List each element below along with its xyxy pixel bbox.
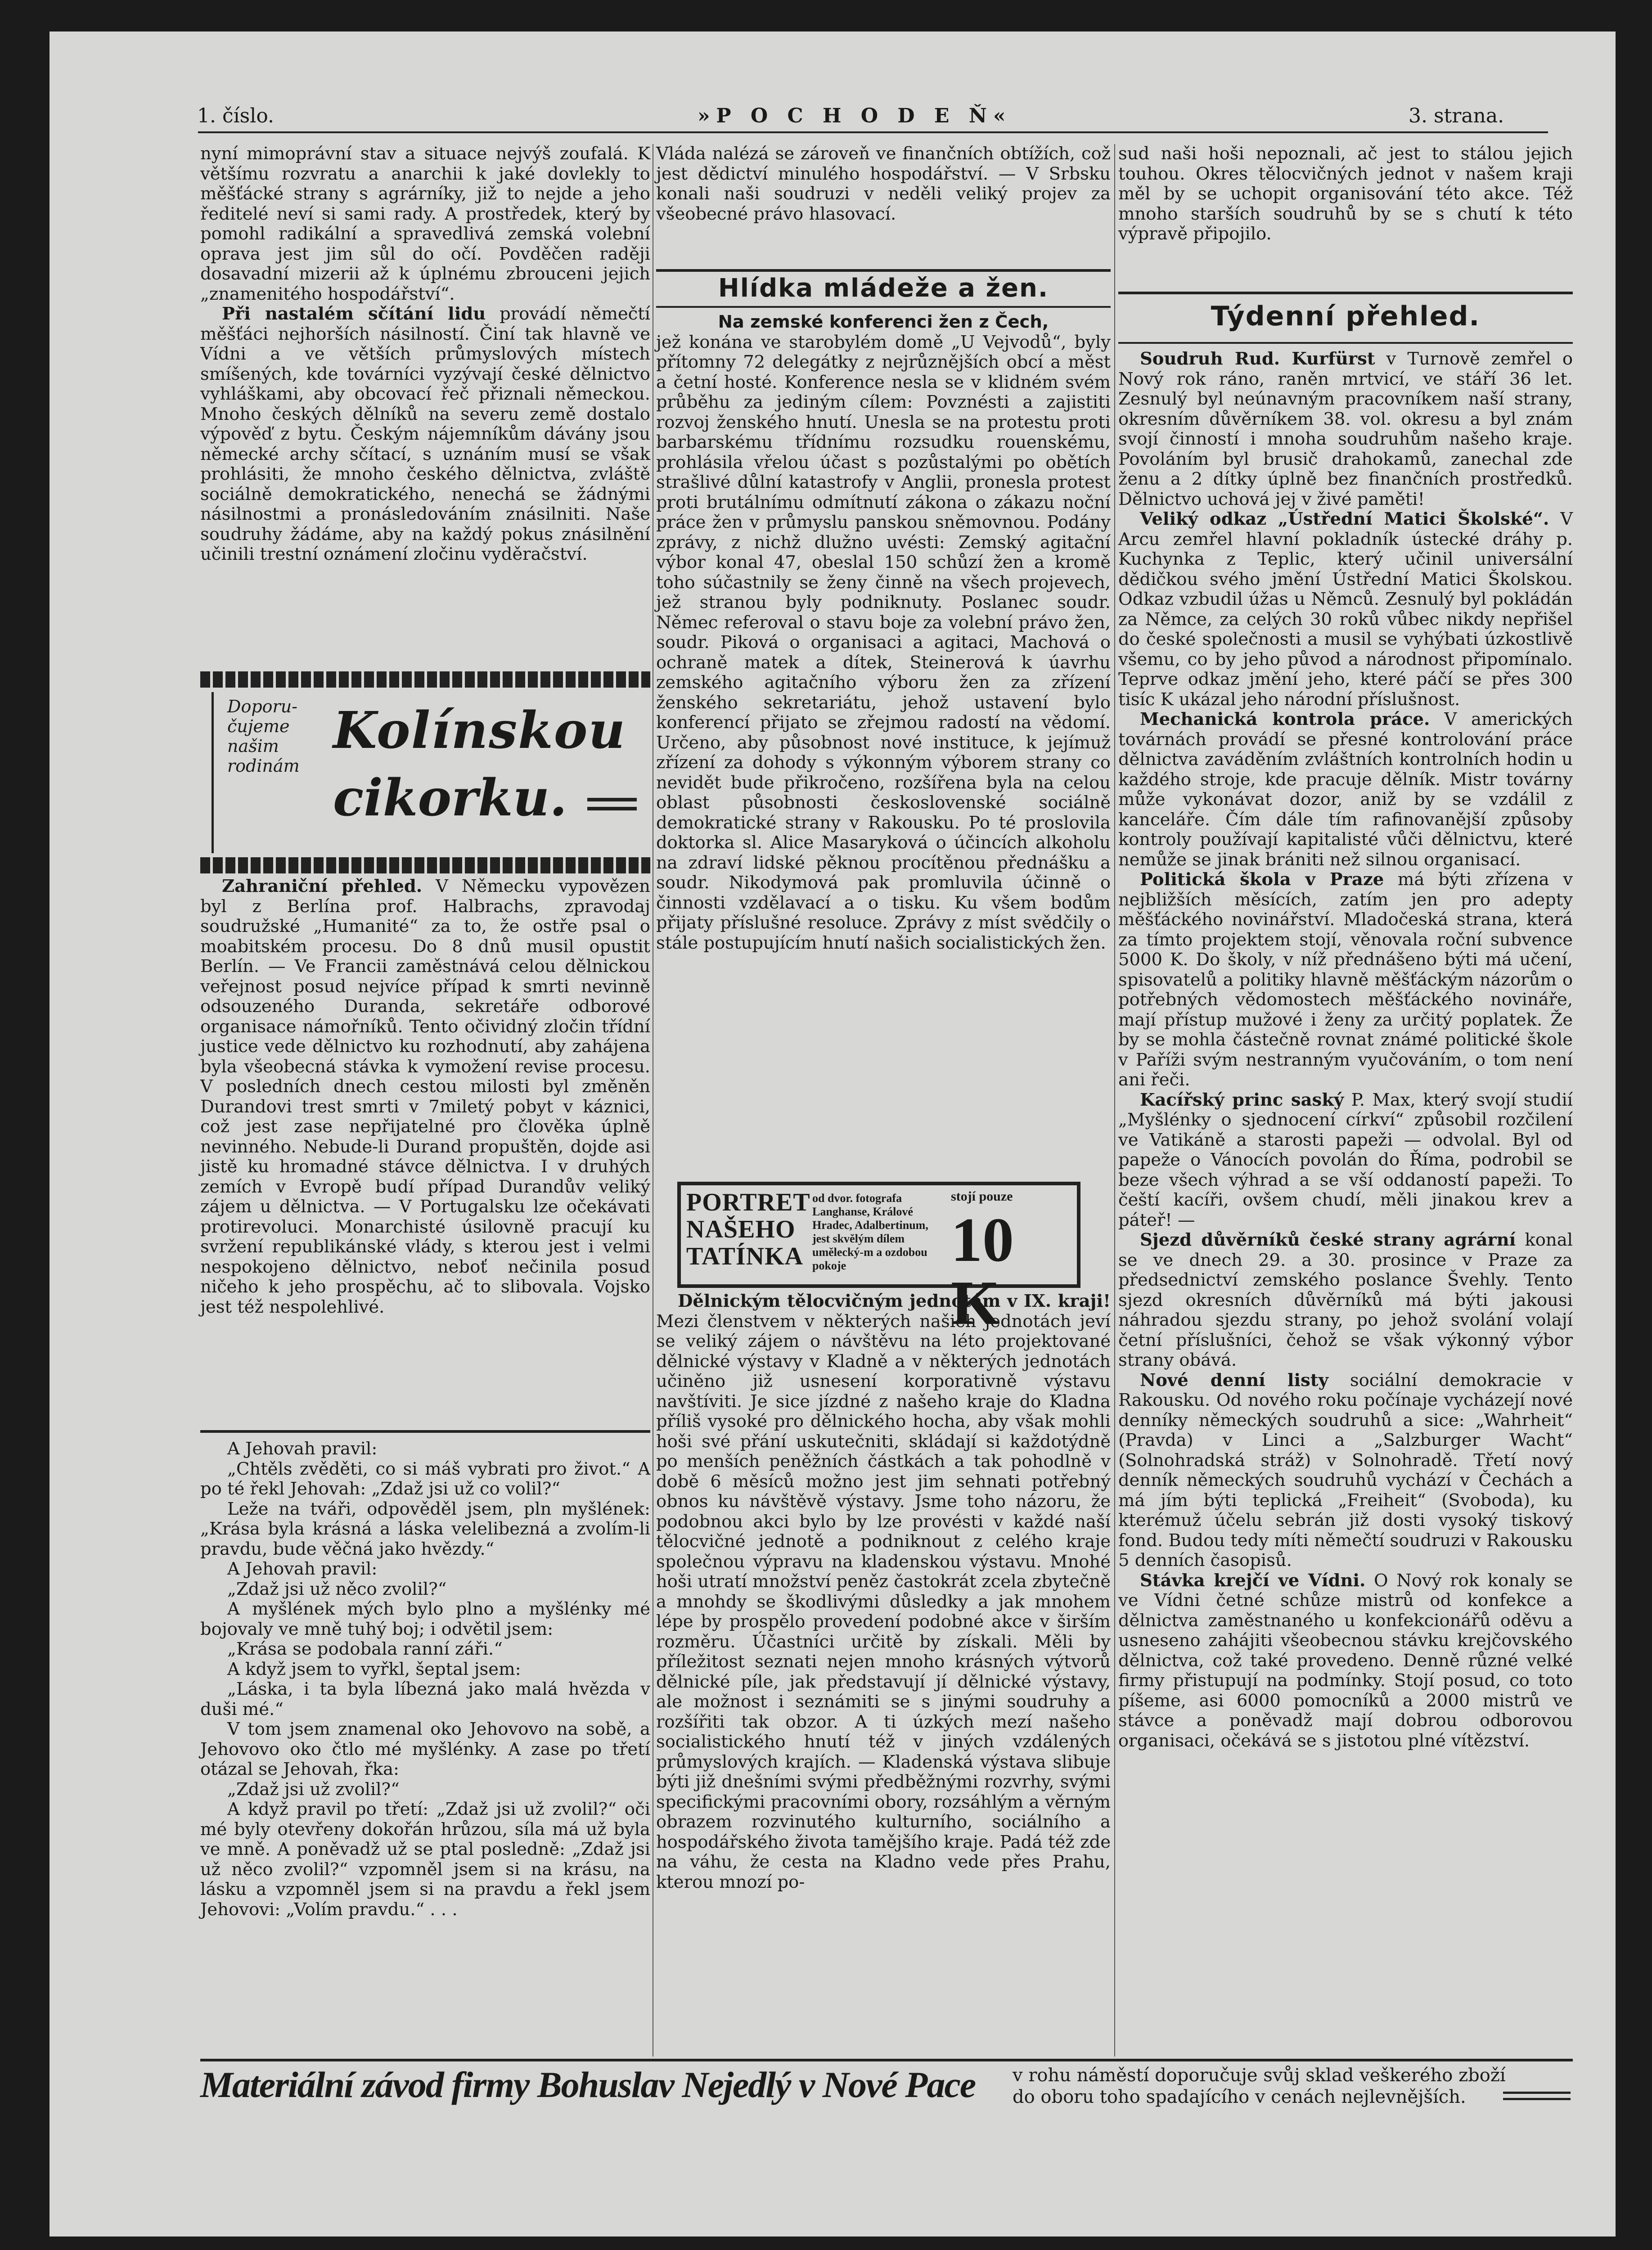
ad-line: rodinám [227,756,300,776]
article-text: Mezi členstvem v některých našich jednotách jeví se veliký zájem o návštěvu na léto projektované dělnické výstavy v Kladně a v některých jednotách učiněno již usnesení korporativně výstavu navštíviti. Je sice jízdné z našeho kraje do Kladna příliš vysoké pro dělnického hocha, aby však mohli hoši své přání uskutečniti, skládají si každotýdně po menších peněžních částkách a tak pohodlně v době 6 měsíců možno jest jim sehnati potřebný obnos ku návštěvě výstavy. Jsme toho názoru, že podobnou akci bylo by lze provésti v každé naší tělocvičné jednotě a podniknout z celého kraje společnou výpravu na kladenskou výstavu. Mnohé hoši utratí množství peněz častokrát zcela zbytečně a mnohdy se škodlivými důsledky a jak mnohem lépe by prospělo provedení podobné akce v širším rozměru. Účastníci určitě by získali. Měli by příležitost seznati nejen mnoho krásných výtvorů dělnické píle, jak představují jí dělnické výstavy, ale možnost i seznámiti se s jinými soudruhy a rozšířiti tak obzor. A ti úzkých mezí našeho socialistického hnutí též v jiných vzdálených průmyslových krajích. — Kladenská výstava slibuje býti již dnešními svými předběžnými rozvrhy, svými specifickými pracovními obory, rozsáhlým a věrným obrazem rozvinutého kulturního, sociálního a hospodářského života tamějšího kraje. Padá též zde na váhu, že cesta na Kladno vede přes Prahu, kterou mnozí po- [656,1311,1111,1892]
foreign-title: Zahraniční přehled. [222,876,423,896]
poem-line: A když jsem to vyřkl, šeptal jsem: [227,1659,521,1679]
news-lead: Sjezd důvěrníků české strany agrární [1140,1230,1516,1250]
news-text: O Nový rok konaly se ve Vídni četné schůze mistrů od konfekce a dělnictva zaměstnaného u konfekcionářů oděvu a usneseno zahájiti všeobecnou stávku krejčovského dělnictva, což také provedeno. Denně různé velké firmy přistupují na podmínky. Stojí posud, co toto píšeme, asi 6000 pomocníků a 2000 mistrů ve stávce a poněvadž mají dobrou odborovou organisaci, očekává se s jistotou plné vítězství. [1118,1570,1573,1751]
issue-number: 1. číslo. [197,104,275,127]
news-lead: Soudruh Rud. Kurfürst [1140,349,1375,369]
ad-line: PORTRET [686,1188,810,1216]
news-text: P. Max, který svojí studií „Myšlénky o sjednocení církví“ způsobil rozčilení ve Vatikáně a starosti papeži — odvolal. Byl od papeže o Vánocích povolán do Říma, podrobil se beze všech výhrad a se vší oddaností papeži. To čeští kacíři, ovšem chudí, měli jinakou krev a páteř! — [1118,1089,1573,1230]
ad-recommend [227,697,326,776]
article-text: Vláda nalézá se zároveň ve finančních obtížích, což jest dědictví minulého hospodářství. — V Srbsku konali naši soudruzi v neděli veliký projev za všeobecné právo hlasovací. [656,144,1111,224]
ad-border-bottom [200,857,650,873]
poem-line: „Krása se podobala ranní záři.“ [227,1639,503,1659]
chicory-ad [212,692,641,853]
ad-brand: Kolínskou [333,701,626,760]
poem-line: „Zdaž jsi už něco zvolil?“ [227,1579,447,1599]
ad-photographer: od dvor. fotografa Langhanse, Králové Hradec, Adalbertinum, jest skvělým dílem umělecký-m a ozdobou pokoje [812,1192,928,1272]
footer-ad-title: Materiální závod firmy Bohuslav Nejedlý v Nové Pace [200,2064,976,2105]
ad-product: cikorku. [333,769,567,828]
newspaper-page [50,32,1616,2236]
article-text: jež konána ve starobylém domě „U Vejvodů“, byly přítomny 72 delegátky z nejrůznějších obcí a měst a četní hosté. Konference nesla se v klidném svém průběhu za jediným cílem: Povznésti a zajistiti rozvoj ženského hnutí. Unesla se na protestu proti barbarskému třídnímu rozsudku rouenskému, prohlásila vřelou účast s pozůstalými po obětích strašlivé důlní katastrofy v Anglii, pronesla protest proti brutálnímu odmítnutí zákona o zákazu noční práce žen v průmyslu panskou sněmovnou. Podány zprávy, z nichž dlužno uvésti: Zemský agitační výbor konal 47, obeslal 150 schůzí žen a kromě toho súčastnily se ženy činně na všech projevech, jež stranou byly podniknuty. Poslanec soudr. Němec referoval o stavu boje za volební právo žen, soudr. Piková o organisaci a agitaci, Machová o ochraně matek a dítek, Steinerová k úavrhu zemského agitačního výboru žen za zřízení ženského sekretariátu, jehož ustavení bylo konferencí přijato se zřejmou radostí na vědomí. Určeno, aby působnost nové instituce, k jejímuž zřízení za dohody s výkonným výborem strany co nevidět bude přikročeno, rozšířena byla na celou oblast působnosti československé sociálně demokratické strany v Rakousku. Po té proslovila doktorka sl. Alice Masaryková o účincích alkoholu na zdraví lidské pěknou procítěnou přednášku a soudr. Nikodymová pak promluvila účinně o činnosti vzdělavací a o tisku. Ku všem bodům přijaty příslušné resoluce. Zprávy z míst svědčily o stále postupujícím hnutí našich socialistických žen. [656,332,1111,953]
ad-dash [587,807,637,810]
news-text: konal se ve dnech 29. a 30. prosince v Praze za předsednictví zemského poslance Švehly. Tento sjezd okresních důvěrníků má býti jakousi náhradou sjezdu strany, po jehož svolání volají četní příslušníci, čehož se však výkonný výbor strany obává. [1118,1230,1573,1370]
poem-line: Leže na tváři, odpověděl jsem, pln myšlének: „Krása byla krásná a láska velelibezná a zvolím-li pravdu, bude věčná jako hvězdy.“ [200,1498,650,1559]
news-lead: Nové denní listy [1140,1370,1328,1390]
news-lead: Mechanická kontrola práce. [1140,709,1430,729]
news-text: V amerických továrnách provádí se přesné kontrolování práce dělnictva zaváděním zvláštních kontrolních hodin u každého stroje, kde pracuje dělník. Mistr továrny může vykonávat dozor, aniž by se vzdálil z kanceláře. Čím dále tím rafinovanější způsoby kontroly používají kapitalisté vůči dělnictvu, které nemůže se jinak brániti než silnou organisací. [1118,709,1573,870]
footer-dash [1503,2098,1571,2100]
news-text: sociální demokracie v Rakousku. Od nového roku počínaje vycházejí nové denníky německých soudruhů a sice: „Wahrheit“ (Pravda) v Linci a „Salzburger Wacht“ (Solnohradská stráž) v Solnohradě. Třetí nový denník německých soudruhů vychází v Čechách a má jím býti teplická „Freiheit“ (Svoboda), ku kterémuž účelu sebrán již dosti vysoký tiskový fond. Budou tedy míti němečtí soudruzi v Rakousku 5 denních časopisů. [1118,1370,1573,1570]
section-rule [656,269,1111,272]
news-text: má býti zřízena v nejbližších měsících, zatím jen pro adepty měšťáckého novinářství. Mladočeská strana, která za tímto projektem stojí, věnovala roční subvence 5000 K. Do školy, v níž přednášeno býti má učení, spisovatelů a politiky hlavně měšťáckým názorům o potřebných vědomostech měšťáckého novináře, mají přístup mužové i ženy za určitý poplatek. Že by se mohla částečně rovnat známé politické škole v Paříži svým nestranným vyučováním, o tom není ani řeči. [1118,869,1573,1090]
poem-line: A když pravil po třetí: „Zdaž jsi už zvolil?“ oči mé byly otevřeny dokořán hrůzou, síla má už byla ve mně. A poněvadž už se ptal posledně: „Zdaž jsi už něco zvolil?“ vzpomněl jsem si na krásu, na lásku a vzpomněl jsem si na pravdu a řekl jsem Jehovovi: „Volím pravdu.“ . . . [200,1799,650,1920]
masthead-title: »P O C H O D E Ň« [698,104,1012,127]
column-1 [200,144,650,565]
article-lead: Při nastalém sčítání lidu [222,304,486,324]
ad-line: Doporu- [227,697,298,716]
section-rule [1118,342,1573,344]
footer-dash [1503,2092,1571,2094]
poem-line: „Zdaž jsi už zvolil?“ [227,1779,400,1800]
poem-line: A myšlének mých bylo plno a myšlénky mé bojovaly ve mně tuhý boj; i odvětil jsem: [200,1599,650,1639]
section-rule [200,1430,650,1433]
column-2-women [656,312,1111,953]
section-rule [656,306,1111,308]
news-lead: Stávka krejčí ve Vídni. [1140,1570,1366,1591]
news-lead: Kacířský princ saský [1140,1089,1344,1110]
header-rule [198,131,1548,133]
section-rule [1118,292,1573,294]
women-title: Na zemské konferenci žen z Čech, [718,312,1049,332]
ad-line: TATÍNKA [686,1242,804,1270]
footer-ad-text [1013,2065,1506,2108]
footer-ad-line: v rohu náměstí doporučuje svůj sklad veškerého zboží [1013,2065,1506,2086]
column-1-foreign [200,877,650,1317]
news-lead: Politická škola v Praze [1140,869,1384,890]
poem-line: A Jehovah pravil: [227,1559,378,1579]
poem-line: „Láska, i ta byla líbezná jako malá hvězda v duši mé.“ [200,1679,650,1719]
column-3 [1118,144,1573,244]
section-title: Hlídka mládeže a žen. [718,274,1049,303]
poem-line: A Jehovah pravil: [227,1439,378,1459]
poem [200,1439,650,1920]
news-text: v Turnově zemřel o Nový rok ráno, raněn mrtvicí, ve stáří 36 let. Zesnulý byl neúnavným pracovníkem naší strany, okresním důvěrníkem 38. vol. okresu a byl znám svojí činností i mnoha soudruhům našeho kraje. Povoláním byl brusič drahokamů, zanechal zde ženu a 2 dítky úplně bez finančních prostředků. Dělnictvo uchová jej v živé paměti! [1118,349,1573,509]
article-text: sud naši hoši nepoznali, ač jest to stálou jejich touhou. Okres tělocvičných jednot v našem kraji měl by se uchopit organisování této akce. Též mnoho starších soudruhů by se s chutí k této výpravě připojilo. [1118,144,1573,244]
column-3-news [1118,349,1573,1751]
column-2-gym [656,1292,1111,1892]
poem-line: V tom jsem znamenal oko Jehovovo na sobě, a Jehovovo oko čtlo mé myšlénky. A zase po třetí otázal se Jehovah, řka: [200,1719,650,1779]
page-number: 3. strana. [1409,104,1504,127]
ad-price-label: stojí pouze [951,1189,1013,1204]
ad-dash [587,798,637,801]
ad-border-top [200,671,650,688]
poem-line: „Chtěls zvěděti, co si máš vybrati pro život.“ A po té řekl Jehovah: „Zdaž jsi už co volil?“ [200,1458,650,1499]
section-title: Týdenní přehled. [1211,301,1481,332]
article-text: nyní mimoprávní stav a situace nejvýš zoufalá. K většímu rozvratu a anarchii k jaké dovlekly to měšťácké strany s agrárníky, již to nejde a jeho ředitelé neví si sami rady. A prostředek, který by pomohl radikální a spravedlivá zemská volební oprava jest jim sůl do očí. Povděčen raději dosavadní mizerii až k úplnému zbrouceni jejich „znamenitého hospodářství“. [200,144,650,304]
footer-ad-line: do oboru toho spadajícího v cenách nejlevnějších. [1013,2087,1466,2107]
news-lead: Veliký odkaz „Ústřední Matici Školské“. [1140,509,1549,529]
column-divider [1114,144,1115,2056]
gym-title: Dělnickým tělocvičným jednotám v IX. kraji! [678,1291,1111,1311]
ad-line: našim [227,736,279,756]
ad-portrait-title [686,1189,810,1270]
column-2 [656,144,1111,224]
article-text: provádí němečtí měšťáci nejhorších násilností. Činí tak hlavně ve Vídni a ve větších průmyslových místech smíšených, kde továrníci vyzývají české dělnictvo vyhláškami, aby obcovací řeč přiznali německou. Mnoho českých dělníků na severu země dostalo výpověď z bytu. Českým nájemníkům dávány jsou německé archy sčítací, s uznáním musí se však prohlásiti, že mnoho českého dělnictva, zvláště sociálně demokratického, nenechá se žádnými násilnostmi a pronásledováním znásilniti. Naše soudruhy žádáme, aby na každý pokus znásilnění učinili trestní oznámení zločinu vyděračství. [200,304,650,564]
ad-price: 10 K [951,1205,1014,1338]
news-text: V Arcu zemřel hlavní pokladník ústecké dráhy p. Kuchynka z Teplic, který učinil universální dědičkou svého jmění Ústřední Matici Školskou. Odkaz vzbudil úžas u Němců. Zesnulý byl pokládán za Němce, za celých 30 roků vůbec nikdy nepřišel do české společnosti a musil se vyhýbati úzkostlivě všemu, co by jeho původ a národnost připomínalo. Teprve odkaz jmění jeho, které páčí se přes 300 tisíc K ukázal jeho národní příslušnost. [1118,509,1573,710]
article-text: V Německu vypovězen byl z Berlína prof. Halbrachs, zpravodaj soudružské „Humanité“ za to, že ostře psal o moabitském procesu. Do 8 dnů musil opustit Berlín. — Ve Francii zaměstnává celou dělnickou veřejnost posud nejvíce případ k smrti nevinně odsouzeného Duranda, sekretáře odborové organisace námořníků. Tento očividný zločin třídní justice vede dělnictvo ku rozhodnutí, aby zahájena byla všeobecná stávka k vymožení revise procesu. V posledních dnech cestou milosti byl změněn Durandovi trest smrti v 7miletý pobyt v káznici, což jest zase nepřijatelné pro člověka úplně nevinného. Nebude-li Durand propuštěn, dojde asi jistě ku hromadné stávce dělnictva. I v druhých zemích v Evropě budí případ Durandův veliký zájem u dělnictva. — V Portugalsku lze očekávati protirevoluci. Monarchisté úsilovně pracují ku svržení republikánské vlády, s kterou jest i velmi nespokojeno dělnictvo, neboť nečinila posud ničeho k jeho prospěchu, ač to slibovala. Vojsko jest též nespolehlivé. [200,876,650,1317]
ad-line: čujeme [227,716,290,736]
ad-line: NAŠEHO [686,1215,796,1243]
